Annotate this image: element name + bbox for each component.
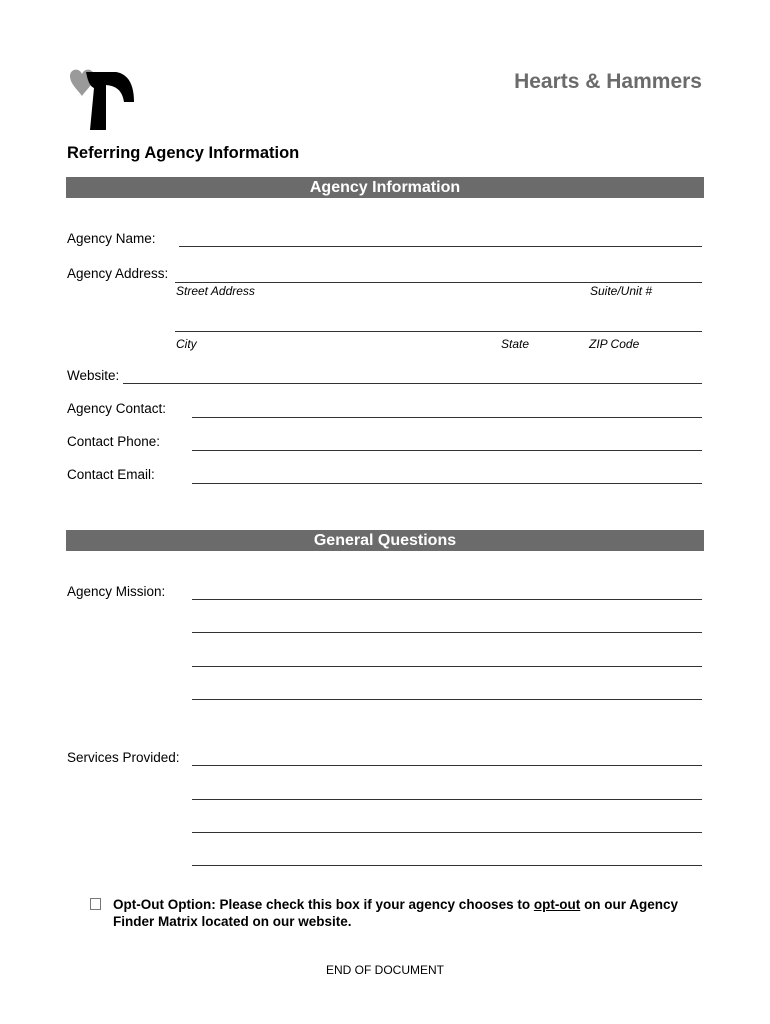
city-caption: City bbox=[176, 337, 197, 351]
opt-out-text-after: on our Agency Finder Matrix located on our website. bbox=[113, 897, 679, 929]
city-state-zip-field[interactable] bbox=[175, 331, 702, 332]
opt-out-checkbox[interactable] bbox=[90, 898, 101, 910]
website-field[interactable] bbox=[123, 383, 702, 384]
agency-name-label: Agency Name: bbox=[67, 231, 156, 246]
services-provided-line-3[interactable] bbox=[192, 832, 702, 833]
heart-hammer-logo-icon bbox=[66, 66, 138, 134]
contact-phone-field[interactable] bbox=[192, 450, 702, 451]
agency-contact-label: Agency Contact: bbox=[67, 401, 167, 416]
state-caption: State bbox=[501, 337, 530, 351]
organization-name: Hearts & Hammers bbox=[514, 70, 702, 93]
agency-mission-line-2[interactable] bbox=[192, 632, 702, 633]
contact-phone-label: Contact Phone: bbox=[67, 434, 161, 449]
general-questions-header: General Questions bbox=[66, 530, 704, 551]
agency-information-header: Agency Information bbox=[66, 177, 704, 198]
opt-out-text bbox=[113, 896, 705, 930]
agency-contact-field[interactable] bbox=[192, 417, 702, 418]
agency-name-field[interactable] bbox=[179, 246, 702, 247]
contact-email-field[interactable] bbox=[192, 483, 702, 484]
end-of-document: END OF DOCUMENT bbox=[326, 963, 444, 977]
street-address-caption: Street Address bbox=[176, 284, 255, 298]
zip-code-caption: ZIP Code bbox=[589, 337, 640, 351]
street-address-field[interactable] bbox=[175, 282, 702, 283]
website-label: Website: bbox=[67, 368, 120, 383]
suite-unit-caption: Suite/Unit # bbox=[590, 284, 653, 298]
agency-mission-label: Agency Mission: bbox=[67, 584, 166, 599]
agency-address-label: Agency Address: bbox=[67, 266, 169, 281]
opt-out-text-before: Opt-Out Option: Please check this box if your agency chooses to bbox=[113, 897, 534, 912]
agency-mission-line-3[interactable] bbox=[192, 666, 702, 667]
opt-out-underlined: opt-out bbox=[533, 897, 581, 912]
services-provided-line-2[interactable] bbox=[192, 799, 702, 800]
services-provided-line-1[interactable] bbox=[192, 765, 702, 766]
services-provided-line-4[interactable] bbox=[192, 865, 702, 866]
contact-email-label: Contact Email: bbox=[67, 467, 155, 482]
form-title: Referring Agency Information bbox=[67, 144, 300, 162]
agency-mission-line-4[interactable] bbox=[192, 699, 702, 700]
agency-mission-line-1[interactable] bbox=[192, 599, 702, 600]
services-provided-label: Services Provided: bbox=[67, 750, 180, 765]
